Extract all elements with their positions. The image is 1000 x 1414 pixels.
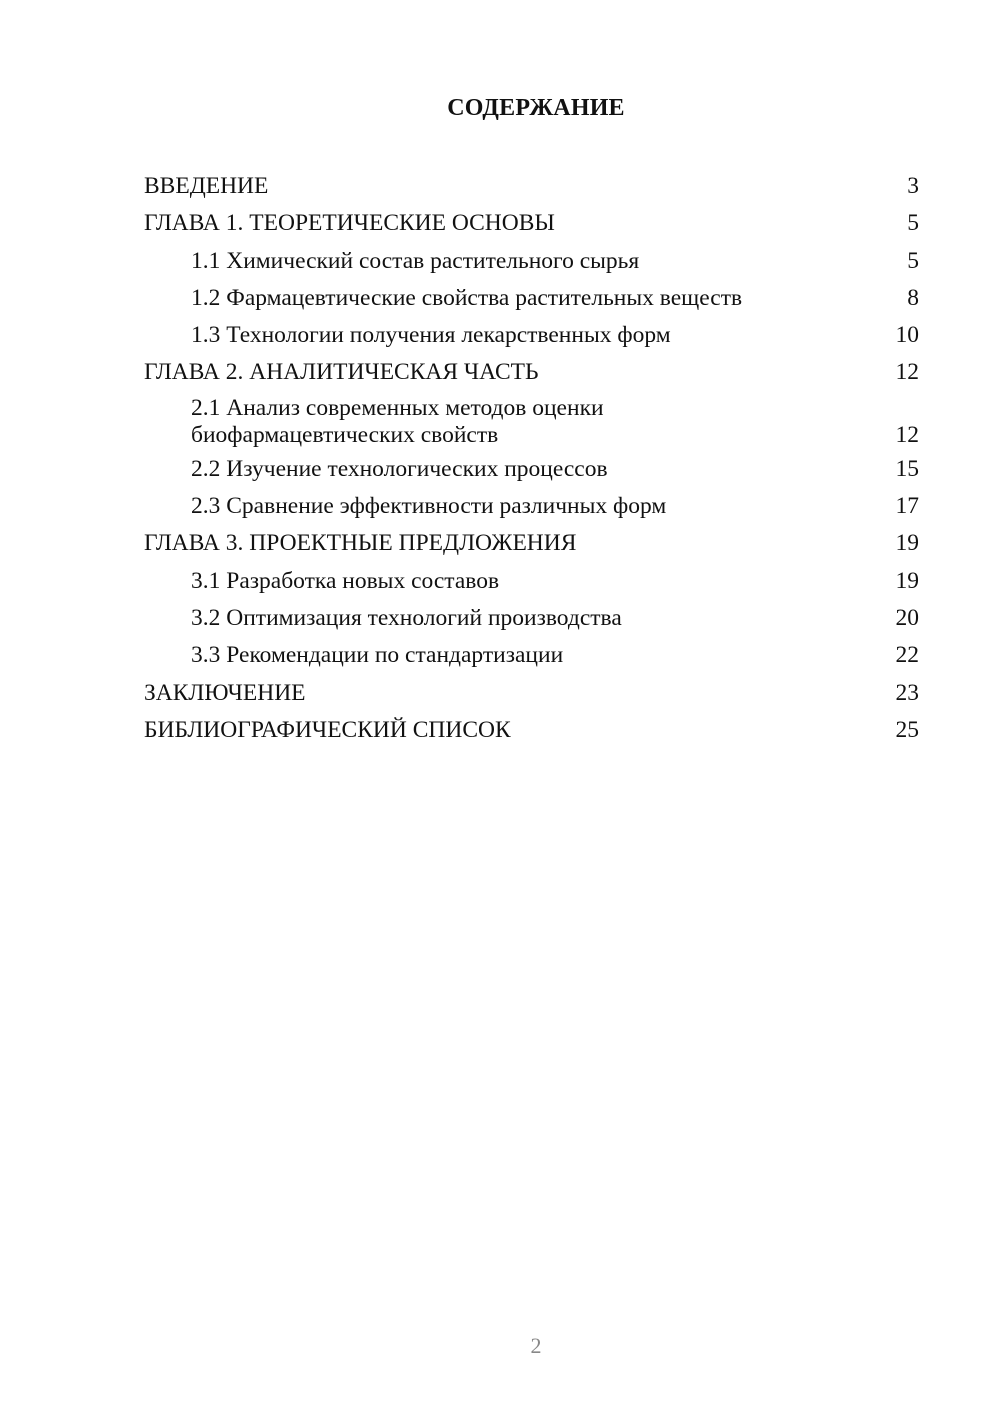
- page-number: 2: [530, 1333, 542, 1358]
- toc-entry-introduction[interactable]: [144, 168, 919, 205]
- toc-entry-label: 3.2 Оптимизация технологий производства: [191, 604, 622, 631]
- toc-entry-section-3-2[interactable]: [144, 600, 919, 637]
- toc-entry-label: ВВЕДЕНИЕ: [144, 173, 269, 199]
- toc-entry-page: 20: [895, 604, 919, 631]
- toc-entry-label: 2.3 Сравнение эффективности различных форм: [191, 493, 667, 520]
- toc-entry-page: 12: [895, 359, 919, 386]
- page-title: СОДЕРЖАНИЕ: [447, 95, 625, 121]
- toc-entry-page: 22: [895, 642, 919, 669]
- toc-entry-page: 19: [895, 567, 919, 594]
- toc-entry-section-1-2[interactable]: [144, 280, 919, 317]
- toc-entry-label: ЗАКЛЮЧЕНИЕ: [144, 679, 306, 706]
- toc-entry-chapter-3[interactable]: [144, 525, 919, 562]
- toc-entry-label: 3.1 Разработка новых составов: [191, 567, 500, 594]
- toc-entry-label: [191, 392, 889, 451]
- toc-entry-section-1-1[interactable]: [144, 243, 919, 280]
- toc-entry-page: 3: [907, 173, 919, 199]
- toc-entry-section-3-1[interactable]: [144, 563, 919, 600]
- toc-entry-label: ГЛАВА 1. ТЕОРЕТИЧЕСКИЕ ОСНОВЫ: [144, 210, 555, 237]
- toc-entry-chapter-1[interactable]: [144, 205, 919, 242]
- toc-entry-label: 1.2 Фармацевтические свойства растительных веществ: [191, 284, 743, 311]
- toc-entry-label: 1.1 Химический состав растительного сырья: [191, 247, 640, 274]
- toc-entry-page: 8: [907, 284, 919, 311]
- toc-entry-section-3-3[interactable]: [144, 637, 919, 674]
- toc-entry-chapter-2[interactable]: [144, 354, 919, 391]
- toc-entry-page: 19: [895, 530, 919, 557]
- toc-entry-page: 10: [895, 322, 919, 349]
- toc-entry-section-2-3[interactable]: [144, 488, 919, 525]
- toc-entry-label: БИБЛИОГРАФИЧЕСКИЙ СПИСОК: [144, 716, 511, 743]
- toc-entry-section-2-2[interactable]: [144, 451, 919, 488]
- toc-entry-page: 15: [895, 455, 919, 482]
- toc-entry-label-line-2: биофармацевтических свойств: [191, 421, 499, 448]
- toc-entry-page: 25: [895, 716, 919, 743]
- table-of-contents: [144, 168, 919, 749]
- toc-entry-section-1-3[interactable]: [144, 317, 919, 354]
- toc-entry-page: 5: [907, 247, 919, 274]
- toc-entry-label: 1.3 Технологии получения лекарственных форм: [191, 322, 671, 349]
- toc-entry-section-2-1[interactable]: [144, 392, 919, 451]
- toc-entry-page: 12: [895, 421, 919, 448]
- toc-entry-label: 2.2 Изучение технологических процессов: [191, 455, 608, 482]
- toc-entry-bibliography[interactable]: [144, 712, 919, 749]
- toc-entry-label: 3.3 Рекомендации по стандартизации: [191, 642, 564, 669]
- toc-entry-page: 23: [895, 679, 919, 706]
- toc-entry-label: ГЛАВА 3. ПРОЕКТНЫЕ ПРЕДЛОЖЕНИЯ: [144, 530, 577, 557]
- toc-entry-page: 17: [895, 493, 919, 520]
- toc-entry-label-line-1: 2.1 Анализ современных методов оценки: [191, 394, 604, 421]
- toc-entry-page: 5: [907, 210, 919, 237]
- toc-entry-conclusion[interactable]: [144, 675, 919, 712]
- toc-entry-label: ГЛАВА 2. АНАЛИТИЧЕСКАЯ ЧАСТЬ: [144, 359, 539, 386]
